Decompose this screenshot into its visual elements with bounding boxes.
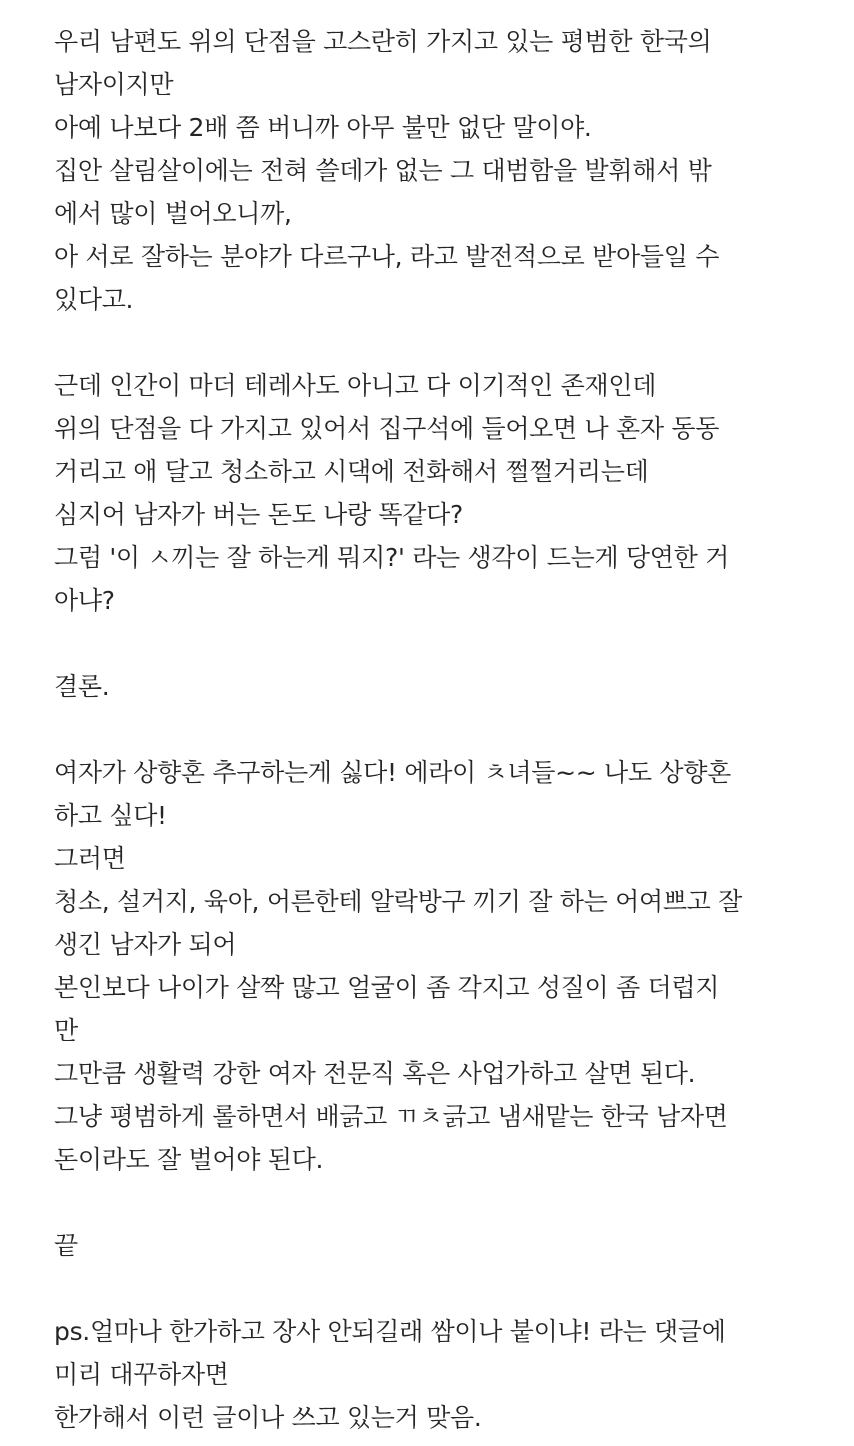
text-line: 결론. [54,672,110,701]
text-line: 만 [54,1016,78,1045]
text-line: 청소, 설거지, 육아, 어른한테 알락방구 끼기 잘 하는 어여쁘고 잘 [54,887,743,916]
text-line: 여자가 상향혼 추구하는게 싫다! 에라이 ㅊ녀들~~ 나도 상향혼 [54,758,731,787]
text-line: 미리 대꾸하자면 [54,1360,229,1389]
text-line: 아 서로 잘하는 분야가 다르구나, 라고 발전적으로 받아들일 수 [54,242,720,271]
text-line: 위의 단점을 다 가지고 있어서 집구석에 들어오면 나 혼자 동동 [54,414,720,443]
text-line: 그럼 '이 ㅅ끼는 잘 하는게 뭐지?' 라는 생각이 드는게 당연한 거 [54,543,729,572]
text-line: ps.얼마나 한가하고 장사 안되길래 쌈이나 붙이냐! 라는 댓글에 [54,1317,726,1346]
text-line: 심지어 남자가 버는 돈도 나랑 똑같다? [54,500,463,529]
text-line: 우리 남편도 위의 단점을 고스란히 가지고 있는 평범한 한국의 [54,27,712,56]
text-line: 근데 인간이 마더 테레사도 아니고 다 이기적인 존재인데 [54,371,657,400]
text-line: 본인보다 나이가 살짝 많고 얼굴이 좀 각지고 성질이 좀 더럽지 [54,973,720,1002]
text-line: 아예 나보다 2배 쯤 버니까 아무 불만 없단 말이야. [54,113,592,142]
text-line: 그냥 평범하게 롤하면서 배긁고 ㄲㅊ긁고 냄새맡는 한국 남자면 [54,1102,728,1131]
text-line: 남자이지만 [54,70,174,99]
paragraph-break [54,622,794,665]
text-line: 그러면 [54,844,126,873]
text-line: 집안 살림살이에는 전혀 쓸데가 없는 그 대범함을 발휘해서 밖 [54,156,712,185]
text-line: 거리고 애 달고 청소하고 시댁에 전화해서 쩔쩔거리는데 [54,457,649,486]
paragraph-break [54,708,794,751]
text-line: 아냐? [54,586,115,615]
paragraph-break [54,321,794,364]
text-line: 한가해서 이런 글이나 쓰고 있는거 맞음. [54,1403,482,1432]
text-line: 에서 많이 벌어오니까, [54,199,292,228]
text-line: 그만큼 생활력 강한 여자 전문직 혹은 사업가하고 살면 된다. [54,1059,696,1088]
text-line: 끝 [54,1231,78,1260]
paragraph-break [54,1181,794,1224]
text-line: 생긴 남자가 되어 [54,930,237,959]
text-line: 있다고. [54,285,134,314]
text-line: 돈이라도 잘 벌어야 된다. [54,1145,324,1174]
text-line: 하고 싶다! [54,801,167,830]
paragraph-break [54,1267,794,1310]
